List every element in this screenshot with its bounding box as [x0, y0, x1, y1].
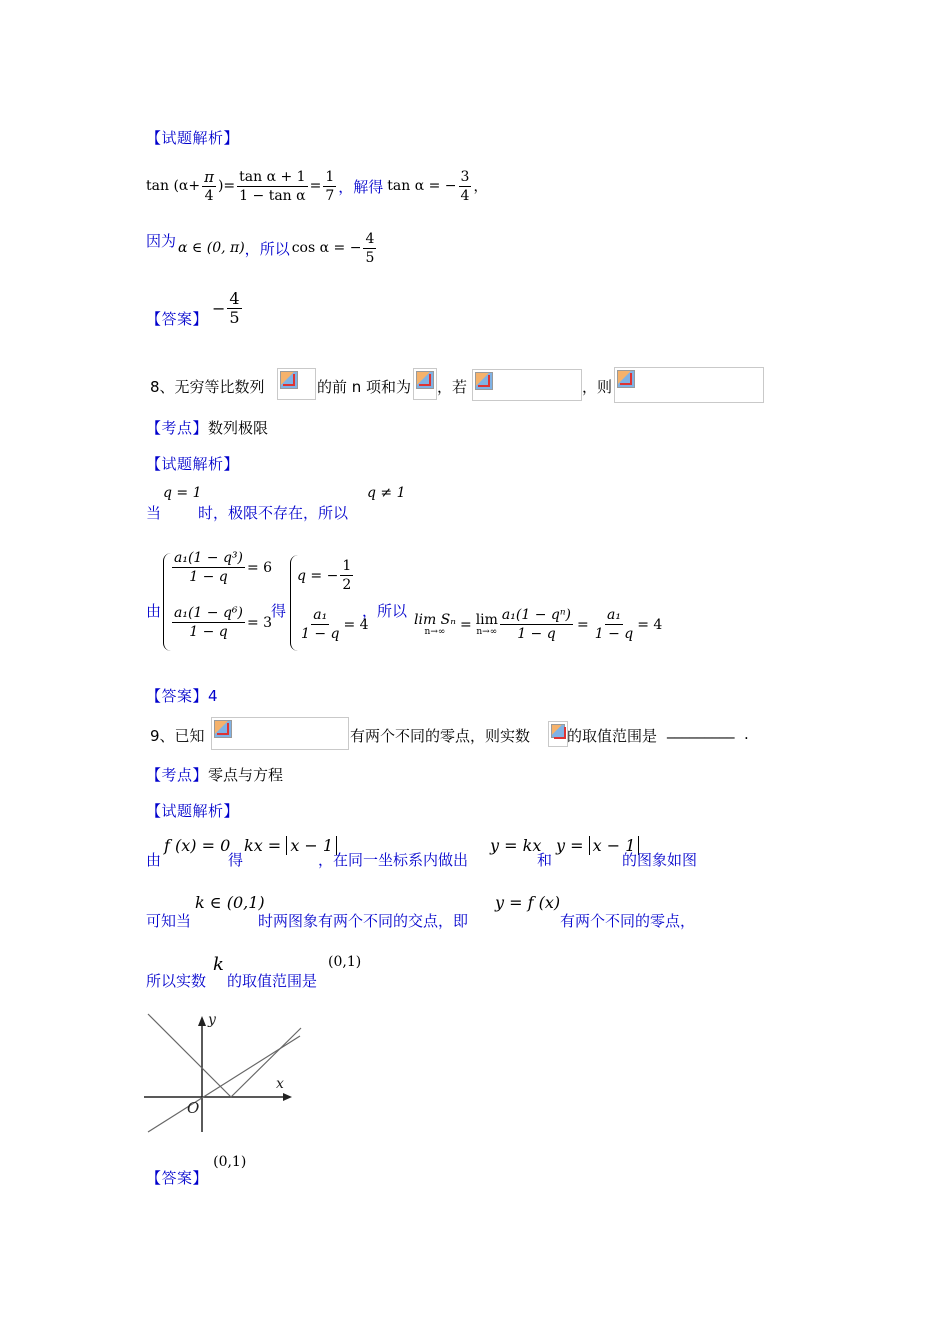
q8-answer-value: 4 — [208, 687, 218, 705]
q9-answer-tag: 【答案】 — [146, 1169, 209, 1187]
q7-because-text: 因为 — [146, 231, 177, 250]
q8-analysis-tag: 【试题解析】 — [146, 455, 240, 473]
q9-l1-you: 由 — [146, 851, 162, 869]
q7-so-text: 所以 — [259, 239, 290, 258]
q7-answer-line — [146, 286, 244, 330]
q7-tan-fraction: $\frac{\text{tan α + 1}}{\text{1 − tan α}}$ — [239, 168, 306, 204]
q8-limit-expression: lim Sₙ n→∞ = lim n→∞ $\frac{\text{a₁(1 − qⁿ)}}{1 - q}$ = $\frac{\text{a₁}}{1 - q}$ = 4 — [414, 607, 663, 642]
q8-kaodian-text: 数列极限 — [208, 419, 269, 437]
q8-image-placeholder-2 — [413, 368, 437, 400]
q9-answer-value: (0,1) — [213, 1154, 247, 1170]
q9-l3-range: (0,1) — [328, 954, 362, 970]
q7-tan-lhs: tan (α+ — [146, 178, 201, 194]
q7-answer-tag: 【答案】 — [146, 309, 209, 328]
q9-l2-end: 有两个不同的零点， — [560, 912, 696, 930]
q8-kaodian-tag: 【考点】 — [146, 419, 209, 437]
q8-kaodian-line — [146, 417, 268, 438]
q7-equation-line — [146, 164, 487, 208]
q9-l2-text: 时两图象有两个不同的交点，即 — [258, 912, 469, 930]
broken-image-icon — [551, 724, 565, 738]
q9-l1-de: 得 — [228, 851, 244, 869]
q9-kx-abs: kx = x − 1 — [244, 836, 337, 855]
q9-l3-text: 所以实数 — [146, 972, 207, 990]
q7-tan-result: tan α = − — [387, 178, 457, 194]
q7-answer-minus: − — [212, 298, 226, 318]
q7-pi-over-4: $\frac{\pi}{4}$ — [204, 167, 214, 204]
q9-kaodian-line — [146, 764, 283, 785]
q9-y-abs: y = x − 1 — [556, 836, 639, 855]
q8-de: 得 — [271, 602, 287, 620]
q7-comma2: ， — [244, 239, 260, 258]
y-axis-arrow — [198, 1016, 206, 1026]
q9-answer-line — [146, 1150, 247, 1187]
q9-kaodian-text: 零点与方程 — [208, 766, 284, 784]
q7-comma: ， — [338, 177, 354, 196]
q8-system-eq2: $\frac{\text{a₁(1 − q⁶)}}{1 - q}$ = 3 — [174, 605, 273, 640]
q8-image-placeholder-3 — [472, 369, 582, 401]
q9-prefix: 9、已知 — [150, 727, 205, 745]
abs-line-left — [148, 1014, 231, 1097]
q8-result-eq1: q = − $\frac{1}{2}$ — [297, 558, 352, 593]
q7-four-fifths: $\frac{4}{5}$ — [365, 230, 375, 266]
graph-origin-label: O — [187, 1099, 200, 1117]
q8-system-eq1: $\frac{\text{a₁(1 − q³)}}{1 - q}$ = 6 — [174, 550, 273, 585]
q7-close: )= — [217, 178, 236, 194]
q9-l1-end: 的图象如图 — [622, 851, 698, 869]
q9-blank: _________ — [667, 721, 735, 739]
broken-image-icon — [617, 370, 635, 388]
q8-no-limit-text: 时，极限不存在，所以 — [198, 504, 349, 522]
q8-image-placeholder-4 — [614, 367, 764, 403]
q9-l3-k: k — [213, 954, 224, 975]
q8-mid3: ，则 — [582, 378, 613, 396]
q9-y-kx: y = kx — [490, 836, 542, 855]
q8-when: 当 — [146, 504, 162, 522]
broken-image-icon — [475, 372, 493, 390]
q9-l3-text2: 的取值范围是 — [227, 972, 318, 990]
q7-because-line — [146, 226, 378, 270]
q8-you: 由 — [146, 602, 162, 620]
q9-y-fx: y = f (x) — [495, 893, 561, 912]
q8-suoyi: ，所以 — [362, 602, 408, 620]
q9-l1-text: ，在同一坐标系内做出 — [318, 851, 469, 869]
abs-line-right — [231, 1028, 301, 1097]
q9-l1-he: 和 — [537, 851, 553, 869]
q8-answer-line — [146, 685, 218, 706]
q9-image-placeholder-1 — [211, 717, 349, 750]
q7-one-seventh: $\frac{1}{7}$ — [325, 168, 335, 204]
q9-kaodian-tag: 【考点】 — [146, 766, 209, 784]
q7-answer-fraction: $\frac{4}{5}$ — [229, 288, 240, 327]
q8-q-not-1: q ≠ 1 — [367, 485, 406, 501]
q8-prefix: 8、无穷等比数列 — [150, 378, 265, 396]
q7-three-quarters: $\frac{3}{4}$ — [460, 168, 470, 204]
q9-function-graph — [142, 1010, 304, 1134]
q9-analysis-tag: 【试题解析】 — [146, 802, 240, 820]
broken-image-icon — [280, 371, 298, 389]
q9-fx-zero: f (x) = 0 — [164, 836, 231, 855]
q7-end-comma: ， — [473, 179, 488, 195]
q9-dot: . — [744, 725, 749, 743]
broken-image-icon — [416, 371, 434, 389]
broken-image-icon — [214, 720, 232, 738]
q8-mid2: ，若 — [437, 378, 468, 396]
q7-solve-text: 解得 — [353, 177, 384, 196]
graph-x-label: x — [276, 1076, 284, 1092]
q8-result-eq2: $\frac{\text{a₁}}{1 - q}$ = 4 — [301, 607, 369, 642]
graph-y-label: y — [208, 1012, 216, 1028]
q7-analysis-tag: 【试题解析】 — [146, 129, 240, 147]
q9-mid2: 的取值范围是 — [567, 727, 658, 745]
q9-l2-kezhi: 可知当 — [146, 912, 192, 930]
q9-k-range: k ∈ (0,1) — [195, 893, 265, 912]
x-axis-arrow — [283, 1093, 292, 1101]
q7-eq: = — [309, 178, 322, 194]
q8-answer-tag: 【答案】 — [146, 687, 209, 705]
q7-cos-result: cos α = − — [291, 240, 362, 256]
q8-q-equals-1: q = 1 — [163, 485, 202, 501]
q9-image-placeholder-2 — [548, 721, 568, 747]
q8-image-placeholder-1 — [277, 368, 316, 400]
q7-alpha-range: α ∈ (0, π) — [178, 240, 245, 256]
q8-mid1: 的前 n 项和为 — [317, 378, 412, 396]
q9-mid1: 有两个不同的零点，则实数 — [350, 727, 531, 745]
